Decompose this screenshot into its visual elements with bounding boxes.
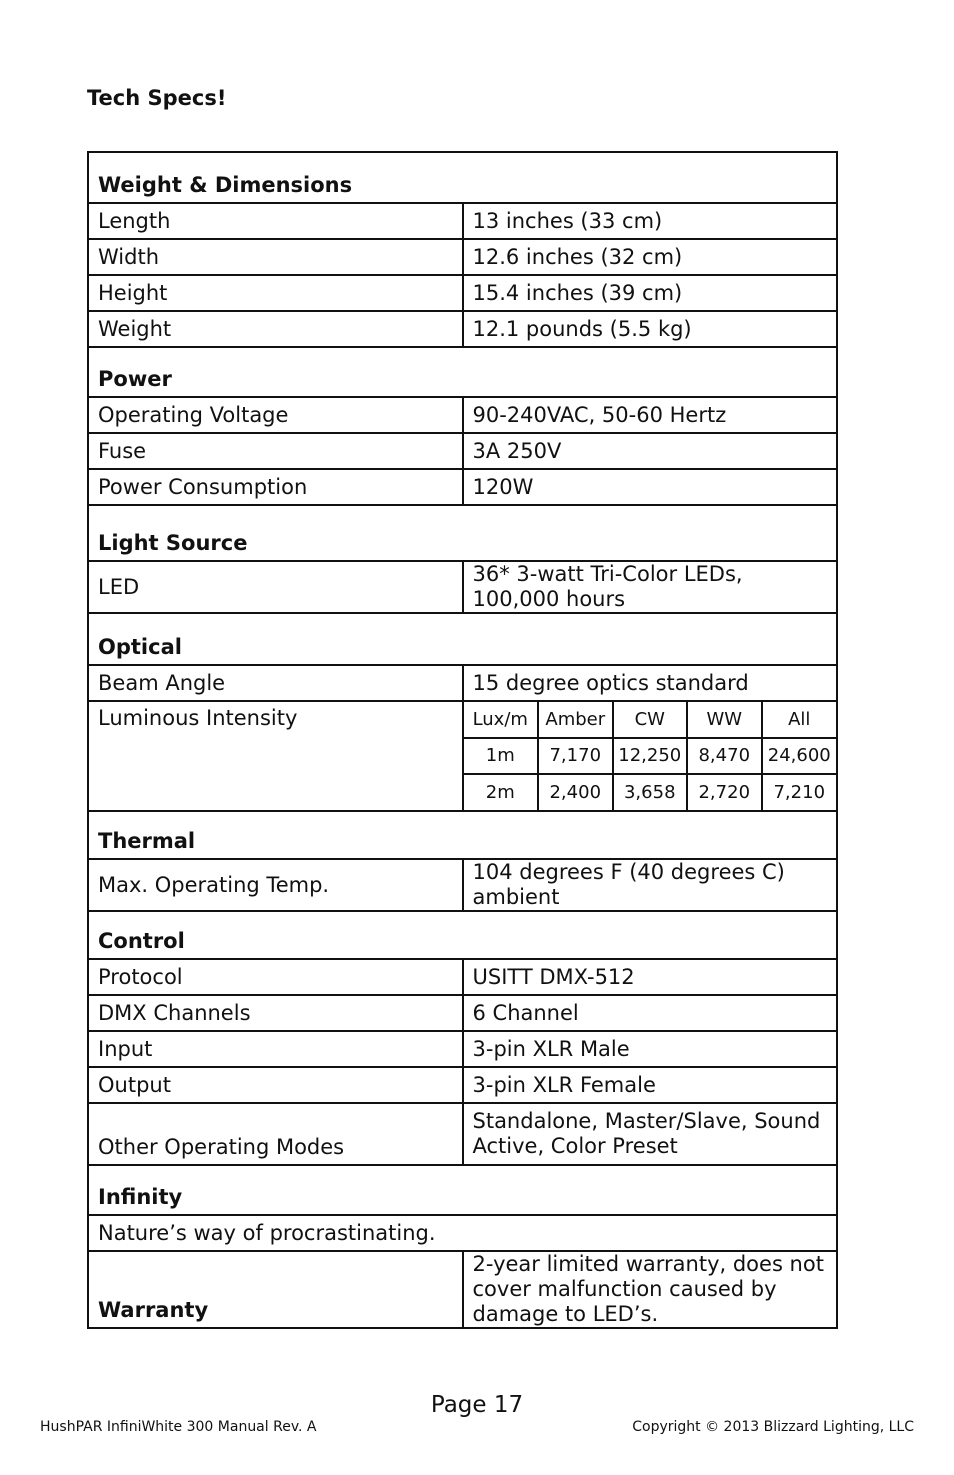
lux-cell: 2m: [485, 781, 515, 803]
spec-value: 3-pin XLR Male: [463, 1031, 838, 1067]
table-row: [88, 239, 837, 275]
page-title: Tech Specs!: [87, 86, 227, 110]
luminous-intensity-table: [464, 702, 837, 810]
spec-label: Operating Voltage: [88, 397, 463, 433]
table-row: [88, 1031, 837, 1067]
lux-header: Amber: [538, 702, 613, 738]
lux-row: [464, 738, 837, 774]
lux-cell: 12,250: [613, 738, 688, 774]
lux-header-row: [464, 702, 837, 738]
table-row: [88, 397, 837, 433]
spec-value: 12.1 pounds (5.5 kg): [463, 311, 838, 347]
spec-value: 15 degree optics standard: [463, 665, 838, 701]
section-header: [88, 911, 837, 959]
spec-value: 3A 250V: [463, 433, 838, 469]
footer-copyright: Copyright © 2013 Blizzard Lighting, LLC: [632, 1419, 914, 1435]
spec-label: Height: [88, 275, 463, 311]
section-heading-power: Power: [88, 347, 837, 397]
spec-value: 15.4 inches (39 cm): [463, 275, 838, 311]
section-header: [88, 613, 837, 665]
lux-cell: 8,470: [687, 738, 762, 774]
table-row: [88, 1103, 837, 1165]
table-row: [88, 1251, 837, 1328]
lux-cell: 3,658: [613, 774, 688, 810]
spec-value: 90-240VAC, 50-60 Hertz: [463, 397, 838, 433]
section-heading-infinity: Infinity: [88, 1165, 837, 1215]
spec-label: Output: [88, 1067, 463, 1103]
spec-label: DMX Channels: [88, 995, 463, 1031]
section-heading-optical: Optical: [88, 613, 837, 665]
spec-value: 2-year limited warranty, does not cover malfunction caused by damage to LED’s.: [463, 1251, 838, 1328]
spec-value: USITT DMX-512: [463, 959, 838, 995]
section-header: [88, 811, 837, 859]
spec-label: Weight: [88, 311, 463, 347]
lux-cell: 2,720: [687, 774, 762, 810]
spec-value: 104 degrees F (40 degrees C) ambient: [463, 859, 838, 911]
spec-note: Nature’s way of procrastinating.: [88, 1215, 837, 1251]
section-heading-thermal: Thermal: [88, 811, 837, 859]
spec-label: Protocol: [88, 959, 463, 995]
spec-value: 3-pin XLR Female: [463, 1067, 838, 1103]
spec-label: Other Operating Modes: [88, 1103, 463, 1165]
spec-label: Luminous Intensity: [88, 701, 463, 811]
lux-cell: 7,210: [762, 774, 837, 810]
page-number: Page 17: [430, 1392, 524, 1418]
spec-value: 6 Channel: [463, 995, 838, 1031]
section-header: [88, 152, 837, 203]
section-header: [88, 347, 837, 397]
section-heading-light-source: Light Source: [88, 505, 837, 561]
table-row: [88, 433, 837, 469]
table-row: [88, 701, 837, 811]
spec-label: LED: [88, 561, 463, 613]
spec-label: Input: [88, 1031, 463, 1067]
table-row: [88, 469, 837, 505]
spec-value: 12.6 inches (32 cm): [463, 239, 838, 275]
footer-manual-title: HushPAR InfiniWhite 300 Manual Rev. A: [40, 1419, 317, 1435]
spec-label: Width: [88, 239, 463, 275]
table-row: [88, 1215, 837, 1251]
tech-specs-table: [87, 151, 838, 1329]
lux-cell: 24,600: [762, 738, 837, 774]
spec-value: Standalone, Master/Slave, Sound Active, Color Preset: [463, 1103, 838, 1165]
lux-header: WW: [687, 702, 762, 738]
spec-label-warranty: Warranty: [88, 1251, 463, 1328]
lux-header: CW: [613, 702, 688, 738]
table-row: [88, 311, 837, 347]
table-row: [88, 561, 837, 613]
table-row: [88, 859, 837, 911]
spec-label: Fuse: [88, 433, 463, 469]
spec-value: 36* 3-watt Tri-Color LEDs, 100,000 hours: [463, 561, 838, 613]
spec-label: Power Consumption: [88, 469, 463, 505]
lux-cell: 1m: [464, 738, 539, 774]
lux-cell: 2,400: [538, 774, 613, 810]
lux-header: All: [762, 702, 837, 738]
luminous-intensity-cell: [463, 701, 838, 811]
spec-label: Length: [88, 203, 463, 239]
table-row: [88, 995, 837, 1031]
lux-cell: 7,170: [538, 738, 613, 774]
lux-row: [464, 774, 837, 810]
lux-header: Lux/m: [464, 702, 539, 738]
spec-value: 120W: [463, 469, 838, 505]
section-heading-control: Control: [88, 911, 837, 959]
table-row: [88, 1067, 837, 1103]
table-row: [88, 665, 837, 701]
table-row: [88, 275, 837, 311]
section-header: [88, 505, 837, 561]
table-row: [88, 203, 837, 239]
section-heading-weight: Weight & Dimensions: [88, 152, 837, 203]
spec-label: Beam Angle: [88, 665, 463, 701]
section-header: [88, 1165, 837, 1215]
spec-value: 13 inches (33 cm): [463, 203, 838, 239]
spec-label: Max. Operating Temp.: [88, 859, 463, 911]
table-row: [88, 959, 837, 995]
